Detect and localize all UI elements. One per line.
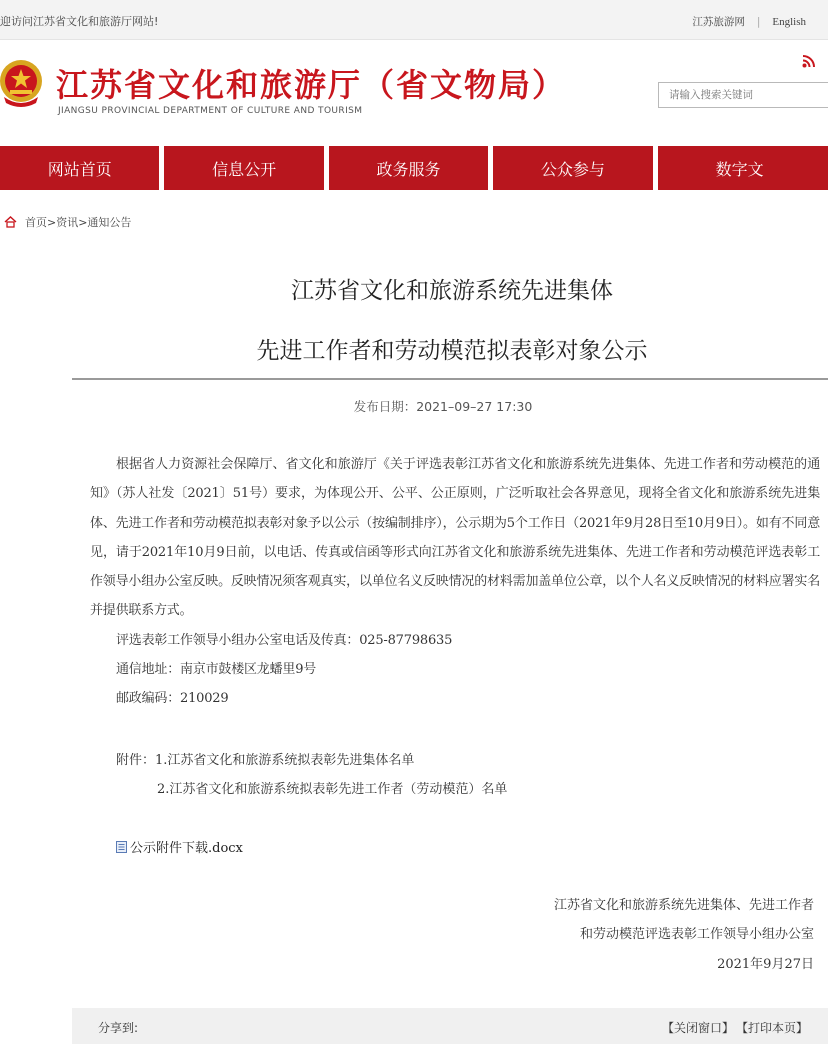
site-title[interactable]: 江苏省文化和旅游厅（省文物局） xyxy=(56,66,567,104)
article-title-line2: 先进工作者和劳动模范拟表彰对象公示 xyxy=(256,338,648,364)
link-english[interactable]: English xyxy=(772,16,806,28)
share-label: 分享到: xyxy=(98,1021,139,1035)
publish-date: 发布日期：2021–09–27 17:30 xyxy=(353,399,533,414)
site-subtitle: JIANGSU PROVINCIAL DEPARTMENT OF CULTURE AND TOURISM xyxy=(58,106,363,116)
article-title-line1: 江苏省文化和旅游系统先进集体 xyxy=(291,278,613,304)
download-link[interactable] xyxy=(116,837,243,856)
welcome-text: 迎访问江苏省文化和旅游厅网站! xyxy=(0,15,159,28)
print-page-button[interactable]: 【打印本页】 xyxy=(741,1021,808,1035)
attachments-label: 附件： xyxy=(116,753,156,768)
breadcrumb-path[interactable]: 首页>资讯>通知公告 xyxy=(25,216,132,229)
attachments xyxy=(116,746,507,804)
link-jiangsu-tourism[interactable]: 江苏旅游网 xyxy=(692,16,745,28)
top-links xyxy=(692,14,806,29)
site-header xyxy=(0,40,828,144)
attachment-item-1: 1.江苏省文化和旅游系统拟表彰先进集体名单 xyxy=(155,753,415,768)
main-nav xyxy=(0,146,828,190)
download-link-text[interactable]: 公示附件下载.docx xyxy=(130,841,243,856)
search-input[interactable] xyxy=(658,82,828,108)
nav-digital-culture[interactable]: 数字文 xyxy=(715,159,764,179)
nav-info-disclosure[interactable]: 信息公开 xyxy=(164,146,328,190)
nav-government-services[interactable]: 政务服务 xyxy=(329,146,493,190)
link-separator: | xyxy=(756,16,761,28)
document-icon xyxy=(116,841,127,853)
signature-date: 2021年9月27日 xyxy=(717,956,814,972)
home-icon xyxy=(4,216,17,228)
article-body xyxy=(90,450,820,713)
nav-public-participation[interactable]: 公众参与 xyxy=(493,146,657,190)
attachment-item-2: 2.江苏省文化和旅游系统拟表彰先进工作者（劳动模范）名单 xyxy=(157,782,508,797)
contact-postcode: 邮政编码：210029 xyxy=(116,690,229,706)
article-paragraph: 根据省人力资源社会保障厅、省文化和旅游厅《关于评选表彰江苏省文化和旅游系统先进集体、先进工作者和劳动模范的通知》（苏人社发〔2021〕51号）要求，为体现公开、公平、公正原则，广泛听取社会各界意见，现将全省文化和旅游系统先进集体、先进工作者和劳动模范拟表彰对象予以公示（按编制排序），公示期为5个工作日（2021年9月28日至10月9日）。如有不同意见，请于2021年10月9日前，以电话、传真或信函等形式向江苏省文化和旅游系统先进集体、先进工作者和劳动模范评选表彰工作领导小组办公室反映。反映情况须客观真实，以单位名义反映情况的材料需加盖单位公章，以个人名义反映情况的材料应署实名并提供联系方式。 xyxy=(90,457,820,619)
signature-line2: 和劳动模范评选表彰工作领导小组办公室 xyxy=(579,927,814,943)
close-window-button[interactable]: 【关闭窗口】 xyxy=(661,1021,734,1035)
nav-home[interactable]: 网站首页 xyxy=(0,146,164,190)
breadcrumb xyxy=(4,214,131,230)
top-bar xyxy=(0,0,828,40)
national-emblem-icon[interactable] xyxy=(0,57,46,109)
share-bar xyxy=(72,1008,828,1044)
rss-icon[interactable] xyxy=(802,54,816,68)
title-divider xyxy=(72,378,828,380)
contact-phone: 评选表彰工作领导小组办公室电话及传真：025-87798635 xyxy=(116,632,453,648)
signature-line1: 江苏省文化和旅游系统先进集体、先进工作者 xyxy=(553,898,814,913)
signature xyxy=(554,891,814,979)
contact-address: 通信地址：南京市鼓楼区龙蟠里9号 xyxy=(116,661,317,677)
page-actions xyxy=(654,1019,808,1036)
